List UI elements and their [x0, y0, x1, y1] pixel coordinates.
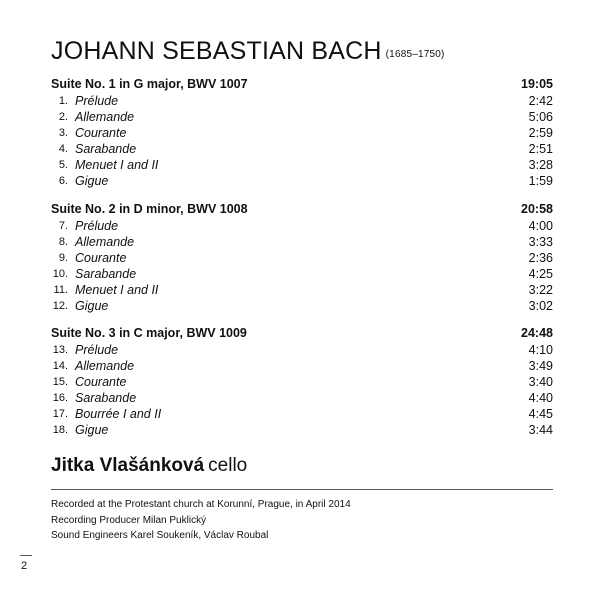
track-title: Sarabande — [75, 391, 137, 406]
suite-header — [51, 75, 553, 93]
track-time: 2:59 — [528, 126, 553, 141]
track-time: 4:25 — [528, 267, 553, 282]
track-time: 3:22 — [528, 283, 553, 298]
track-row — [51, 406, 553, 422]
track-title: Courante — [75, 251, 127, 266]
track-number: 15. — [52, 376, 68, 389]
track-title: Menuet I and II — [75, 283, 159, 298]
track-row — [51, 141, 553, 157]
page-number: 2 — [21, 560, 28, 572]
track-time: 1:59 — [528, 174, 553, 189]
track-row — [51, 342, 553, 358]
track-row — [51, 250, 553, 266]
track-title: Courante — [75, 375, 127, 390]
track-number: 10. — [52, 268, 68, 281]
suite-duration: 20:58 — [521, 202, 553, 216]
track-title: Courante — [75, 126, 127, 141]
track-number: 9. — [58, 252, 68, 265]
track-number: 3. — [58, 127, 68, 140]
suite-2 — [51, 200, 553, 315]
track-row — [51, 93, 553, 109]
suite-duration: 24:48 — [521, 326, 553, 340]
suite-title: Suite No. 2 in D minor, BWV 1008 — [51, 202, 248, 216]
track-time: 2:51 — [528, 142, 553, 157]
track-title: Sarabande — [75, 142, 137, 157]
track-number: 18. — [52, 424, 68, 437]
track-number: 4. — [58, 143, 68, 156]
suite-header — [51, 200, 553, 218]
track-row — [51, 390, 553, 406]
track-time: 3:44 — [528, 423, 553, 438]
track-row — [51, 266, 553, 282]
track-title: Bourrée I and II — [75, 407, 162, 422]
suite-header — [51, 324, 553, 342]
track-row — [51, 157, 553, 173]
track-number: 5. — [58, 159, 68, 172]
suite-title: Suite No. 1 in G major, BWV 1007 — [51, 77, 248, 91]
recording-credits — [51, 497, 351, 544]
track-row — [51, 358, 553, 374]
track-time: 3:33 — [528, 235, 553, 250]
track-title: Allemande — [75, 235, 135, 250]
page-number-rule — [20, 555, 32, 556]
track-time: 2:42 — [528, 94, 553, 108]
track-row — [51, 374, 553, 390]
track-number: 13. — [52, 344, 68, 356]
track-row — [51, 109, 553, 125]
track-number: 17. — [52, 408, 68, 421]
track-time: 3:49 — [528, 359, 553, 374]
composer-heading — [51, 37, 445, 66]
credit-line: Sound Engineers Karel Soukeník, Václav Roubal — [51, 530, 269, 541]
track-row — [51, 282, 553, 298]
track-row — [51, 218, 553, 234]
track-number: 11. — [53, 284, 68, 297]
track-time: 4:45 — [528, 407, 553, 422]
track-title: Gigue — [75, 423, 109, 438]
divider — [51, 489, 553, 490]
track-time: 2:36 — [528, 251, 553, 266]
performer-instrument: cello — [208, 455, 248, 476]
track-row — [51, 234, 553, 250]
suite-title: Suite No. 3 in C major, BWV 1009 — [51, 326, 247, 340]
suite-1 — [51, 75, 553, 190]
track-number: 7. — [58, 220, 68, 232]
track-row — [51, 173, 553, 189]
track-title: Allemande — [75, 359, 135, 374]
track-row — [51, 422, 553, 438]
performer-name: Jitka Vlašánková — [51, 455, 205, 476]
track-title: Prélude — [75, 343, 119, 357]
track-row — [51, 125, 553, 141]
composer-name: JOHANN SEBASTIAN BACH — [51, 37, 382, 65]
track-time: 4:40 — [528, 391, 553, 406]
track-time: 5:06 — [528, 110, 553, 125]
track-title: Sarabande — [75, 267, 137, 282]
track-number: 12. — [52, 300, 68, 313]
track-title: Prélude — [75, 94, 119, 108]
track-time: 4:00 — [528, 219, 553, 233]
track-time: 3:40 — [528, 375, 553, 390]
performer-line — [51, 455, 247, 477]
track-number: 2. — [58, 111, 68, 124]
track-row — [51, 298, 553, 314]
composer-dates: (1685–1750) — [385, 49, 445, 60]
track-number: 6. — [58, 175, 68, 188]
credit-line: Recorded at the Protestant church at Korunní, Prague, in April 2014 — [51, 499, 351, 510]
credit-line: Recording Producer Milan Puklický — [51, 514, 207, 526]
track-time: 4:10 — [528, 343, 553, 357]
track-number: 8. — [58, 236, 68, 249]
track-title: Menuet I and II — [75, 158, 159, 173]
track-title: Gigue — [75, 299, 109, 314]
suite-3 — [51, 324, 553, 439]
track-title: Prélude — [75, 219, 119, 233]
track-time: 3:02 — [528, 299, 553, 314]
track-title: Gigue — [75, 174, 109, 189]
track-number: 1. — [58, 95, 68, 107]
track-title: Allemande — [75, 110, 135, 125]
track-number: 14. — [52, 360, 68, 373]
track-number: 16. — [52, 392, 68, 405]
suite-duration: 19:05 — [521, 77, 553, 91]
track-time: 3:28 — [528, 158, 553, 173]
